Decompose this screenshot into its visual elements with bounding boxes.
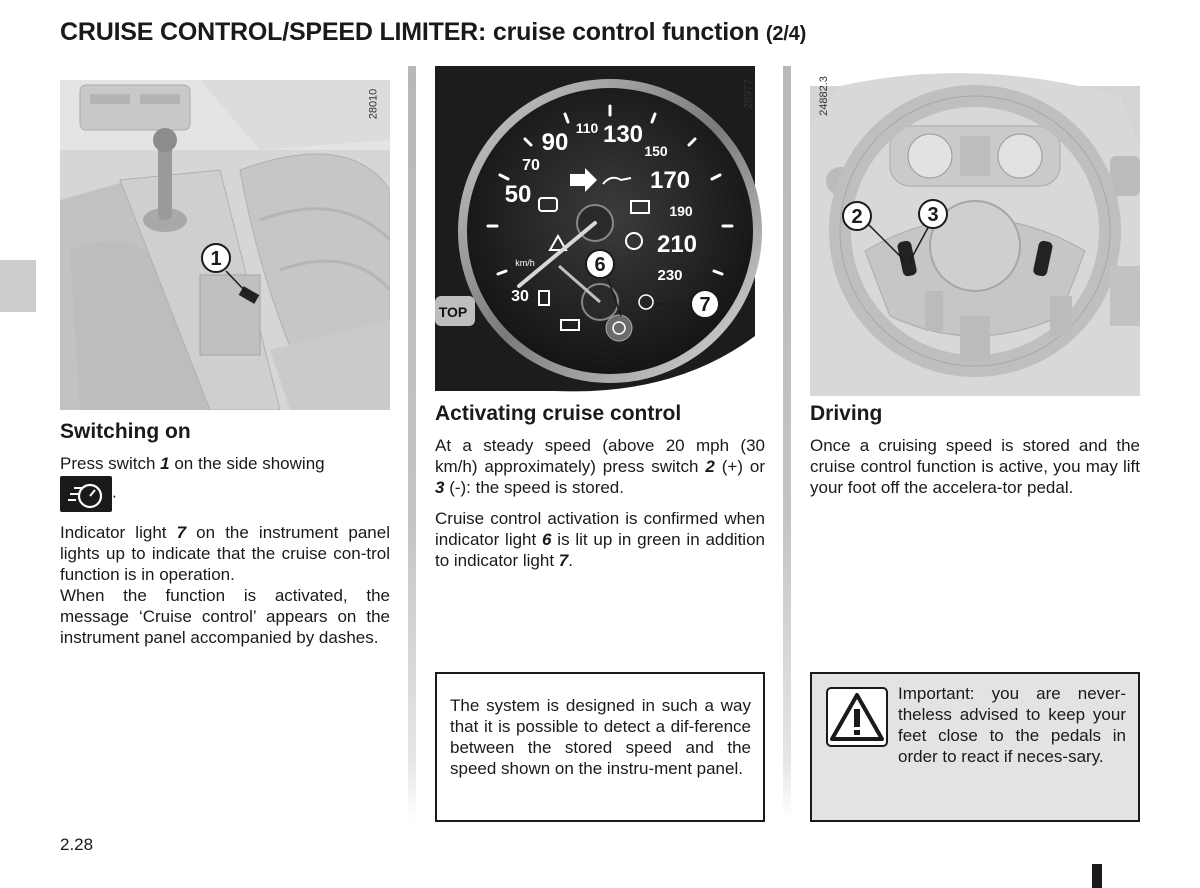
- column-divider: [783, 66, 791, 821]
- page-title-text: CRUISE CONTROL/SPEED LIMITER: cruise control function: [60, 18, 760, 46]
- paragraph: [435, 508, 765, 571]
- callout-6: 6: [594, 254, 606, 276]
- section-heading-driving: Driving: [810, 402, 883, 425]
- speed-170: 170: [649, 167, 691, 194]
- reference-number: 3: [435, 478, 445, 497]
- text: (-): the speed is stored.: [444, 478, 624, 497]
- text: on the side showing: [169, 454, 325, 473]
- text: (+) or: [714, 457, 765, 476]
- figure-code: 28977: [742, 78, 755, 110]
- callout-7: 7: [699, 294, 711, 316]
- text: Press switch: [60, 454, 161, 473]
- speed-190: 190: [669, 203, 693, 219]
- top-label: TOP: [438, 304, 468, 320]
- section-heading-switching-on: Switching on: [60, 420, 191, 443]
- text: At a steady speed (above 20 mph (30 km/h) approximately) press switch: [435, 436, 765, 476]
- figure-code: 24882.3: [817, 76, 830, 116]
- page-edge-mark: [1092, 864, 1102, 888]
- warning-text: Important: you are never-theless advised to keep your feet close to the pedals in order to react if neces-sary.: [898, 684, 1126, 766]
- callout-3: 3: [927, 204, 939, 226]
- speed-30: 30: [511, 288, 529, 305]
- paragraph: [60, 522, 390, 585]
- warning-triangle-icon: [826, 687, 888, 747]
- instrument-cluster-figure: [435, 66, 765, 396]
- reference-number: 7: [558, 551, 569, 570]
- column-1-body: [60, 453, 390, 658]
- speed-230: 230: [657, 267, 683, 284]
- column-divider: [408, 66, 416, 821]
- reference-number: 7: [176, 523, 187, 542]
- interior-figure: [60, 80, 390, 410]
- speed-210: 210: [656, 231, 698, 258]
- unit-kmh: km/h: [515, 258, 535, 268]
- text: Cruise control activation is confirmed when indicator light: [435, 509, 765, 549]
- paragraph: When the function is activated, the message ‘Cruise control’ appears on the instrument panel accompanied by dashes.: [60, 586, 390, 647]
- speed-50: 50: [504, 181, 532, 208]
- reference-number: 2: [705, 457, 715, 476]
- column-3-body: [810, 435, 1140, 508]
- interior-illustration: [60, 80, 390, 410]
- page-title-part: (2/4): [765, 23, 807, 45]
- reference-number: 1: [160, 454, 170, 473]
- text: .: [112, 482, 117, 502]
- steering-wheel-illustration: [810, 66, 1140, 396]
- callout-2: 2: [851, 206, 863, 228]
- section-heading-activating: Activating cruise control: [435, 402, 682, 425]
- column-2-body: [435, 435, 765, 581]
- steering-wheel-figure: [810, 66, 1140, 396]
- speed-130: 130: [602, 121, 644, 148]
- speed-70: 70: [522, 157, 540, 174]
- page-number: 2.28: [60, 835, 94, 854]
- text: on the instrument panel lights up to indicate that the cruise con-trol function is in operation.: [60, 523, 390, 584]
- page-title: [60, 18, 806, 47]
- info-note-box: [435, 672, 765, 822]
- section-tab: [0, 260, 36, 312]
- paragraph: Once a cruising speed is stored and the cruise control function is active, you may lift your foot off the accelera-tor pedal.: [810, 436, 1140, 497]
- text: is lit up in green in addition to indicator light: [435, 530, 765, 570]
- speedometer-illustration: [435, 66, 765, 396]
- reference-number: 6: [542, 530, 552, 549]
- text: .: [568, 551, 573, 570]
- warning-box: [810, 672, 1140, 822]
- speed-110: 110: [575, 120, 599, 136]
- figure-code: 28010: [367, 88, 380, 120]
- text: Indicator light: [60, 523, 177, 542]
- paragraph: [60, 453, 390, 512]
- note-text: The system is designed in such a way that it is possible to detect a dif-ference between the stored speed and the speed shown on the instru-ment panel.: [450, 696, 751, 778]
- speed-90: 90: [541, 129, 569, 156]
- cruise-control-icon: [60, 476, 112, 512]
- paragraph: [435, 435, 765, 498]
- speed-150: 150: [644, 143, 668, 159]
- callout-1: 1: [210, 248, 222, 270]
